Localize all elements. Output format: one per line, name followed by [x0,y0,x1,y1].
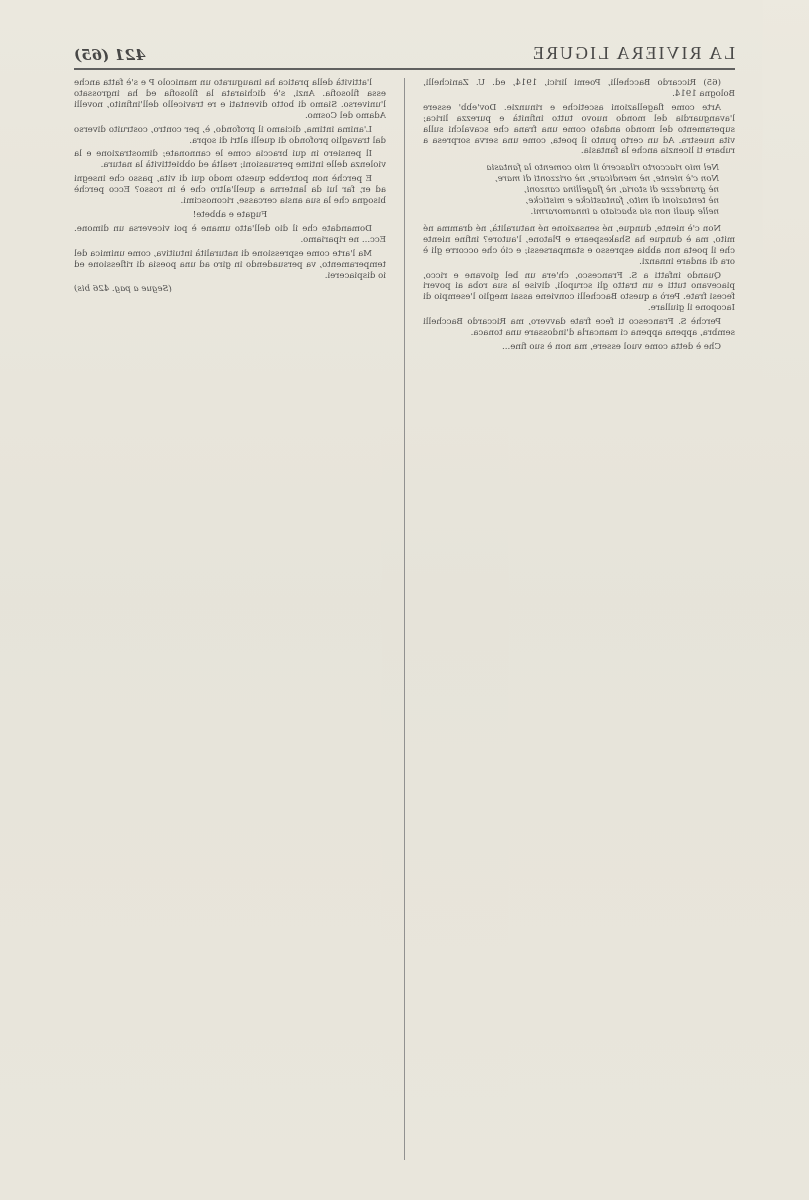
paragraph: Arte come flagellazioni ascetiche e rinunzie. Dov'ebb' essere l'avanguardia del mondo nuovo tutto infinità e purezza lirica; superamento del mondo andato come una frana che scavalchi sulla vita nuestra. Ad un certo punto il poeta, come una serva sorpresa a rubare ti licenzia anche la fantasia. [423,102,735,157]
column-divider [404,78,405,1160]
paragraph: E perchè non potrebbe questo modo qui di vita, passo che insegni ad er, far lui da lanterna a quell'altro che è in rosso? Ecco perchè bisogna che la sua ansia cercasse, riconoscimi. [74,174,386,207]
page-number: 421 (65) [74,46,146,64]
paragraph: Non c'è niente, dunque, né sensazione né naturalità, né dramma né mito, ma è dunque ha Shakespeare e Platone, l'autore? infine niente che il poeta non abbia espresso e stamparsessi; e ciò che occorre gli è ora di andare innanzi. [423,223,735,267]
paragraph: Il pensiero in qui braccia come le cannonate; dimostrazione e la violenza delle intime persuasioni; realtà ed obbiettività la natura. [74,149,386,171]
publication-title: LA RIVIERA LIGURE [531,43,735,63]
verse-line: Non c'è niente, nè mendicare, nè orizzonti di mare, [494,174,719,185]
verse-line: nè tentazioni di mito, fantasticke e misticke, [525,196,719,207]
right-column [74,78,386,1160]
paragraph: Ma l'arte come espressione di naturalità intuitiva, come unimica del temperamento, va persuadendo in giro ad una poesia di riflessione ed io dispiacerei. [74,248,386,281]
paragraph: Perchè S. Francesco ti fece frate davvero, ma Riccardo Bacchelli sembra, appena appena ci mancarla d'indossare una tonaca. [423,317,735,339]
paragraph: l'attività della pratica ha inaugurato un manicolo P e s'è fatta anche essa filosofia. Anzi, s'è dichiarata la filosofia ed ha ingrossato l'universo. Siamo di botto diventati e re travicello dell'infinito, novelli Adamo del Cosmo. [74,78,386,121]
page-header [74,40,735,70]
verse-line: Nel mio riaccorto rilascerò il mio comento la fantasia [486,163,719,174]
left-column [423,78,735,1160]
text-columns [74,78,735,1160]
paragraph: L'anima intima, diciamo il profondo, è, per contro, costruito diverso dal travaglio profondo di quelli altri di sopra. [74,124,386,146]
verse-line: nè grandezze di storia, nè flagellina canzoni, [523,185,719,196]
continuation-note: (Segue a pag. 426 bis) [74,284,172,295]
paragraph: Quando infatti a S. Francesco, ch'era un bel giovane e ricco, piacevano tutti e un tratto gli scrupoli, divise la sua roba ai poveri fecesi frate. Però a questo Bacchelli conviene assai meglio l'esempio di Iacopone il giullare. [423,270,735,314]
verse-line: nelle quali non sia sbaciato a innamorarmi. [530,206,719,217]
closing-paragraph: Che è detta come vuol essere, ma non è suo fine... [502,341,721,352]
citation: (65) Riccardo Bacchelli, Poemi lirici, 1914, ed. U. Zanichelli, Bologna 1914. [423,78,735,99]
verse-block [423,163,719,218]
paragraph: Domandate che il dio dell'atto umane è poi viceversa un dimone. Ecc... ne ripariamo. [74,223,386,245]
quote: Fugate e abbete! [192,209,268,220]
